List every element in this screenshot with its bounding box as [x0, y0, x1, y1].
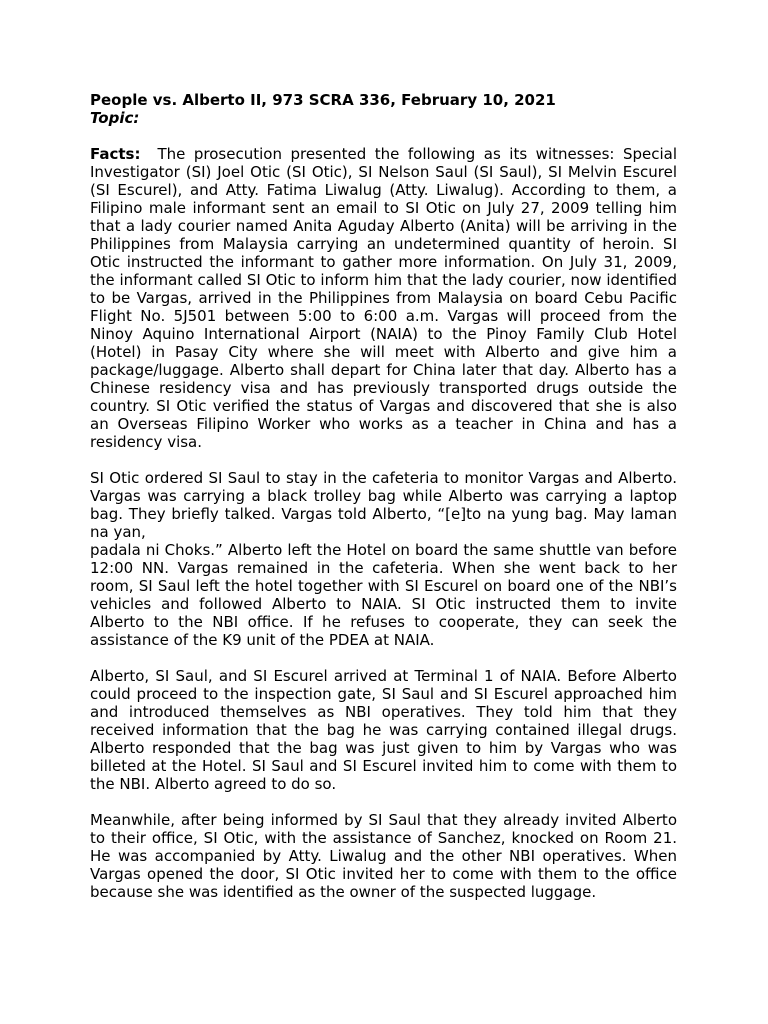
topic-label: Topic: [90, 109, 140, 127]
document-page [90, 91, 677, 901]
paragraph-cafeteria: SI Otic ordered SI Saul to stay in the cafeteria to monitor Vargas and Alberto. Vargas was carrying a black trolley bag while Alberto was carrying a laptop bag. They briefly talked. Vargas told Alberto, “[e]to na yung bag. May laman na yan, [90, 469, 677, 541]
paragraph-hotel-departure: padala ni Choks.” Alberto left the Hotel on board the same shuttle van before 12:00 NN. Vargas remained in the cafeteria. When she went back to her room, SI Saul left the hotel together with SI Escurel on board one of the NBI’s vehicles and followed Alberto to NAIA. SI Otic instructed them to invite Alberto to the NBI office. If he refuses to cooperate, they can seek the assistance of the K9 unit of the PDEA at NAIA. [90, 541, 677, 649]
spacer [90, 127, 677, 145]
facts-label: Facts: [90, 145, 141, 163]
facts-paragraph [90, 145, 677, 451]
case-title: People vs. Alberto II, 973 SCRA 336, February 10, 2021 [90, 91, 556, 109]
paragraph-naia-arrival: Alberto, SI Saul, and SI Escurel arrived at Terminal 1 of NAIA. Before Alberto could proceed to the inspection gate, SI Saul and SI Escurel approached him and introduced themselves as NBI operatives. They told him that they received information that the bag he was carrying contained illegal drugs. Alberto responded that the bag was just given to him by Vargas who was billeted at the Hotel. SI Saul and SI Escurel invited him to come with them to the NBI. Alberto agreed to do so. [90, 667, 677, 793]
paragraph-room-21: Meanwhile, after being informed by SI Saul that they already invited Alberto to their office, SI Otic, with the assistance of Sanchez, knocked on Room 21. He was accompanied by Atty. Liwalug and the other NBI operatives. When Vargas opened the door, SI Otic invited her to come with them to the office because she was identified as the owner of the suspected luggage. [90, 811, 677, 901]
facts-text: The prosecution presented the following as its witnesses: Special Investigator (SI) Joel Otic (SI Otic), SI Nelson Saul (SI Saul), SI Melvin Escurel (SI Escurel), and Atty. Fatima Liwalug (Atty. Liwalug). According to them, a Filipino male informant sent an email to SI Otic on July 27, 2009 telling him that a lady courier named Anita Aguday Alberto (Anita) will be arriving in the Philippines from Malaysia carrying an undetermined quantity of heroin. SI Otic instructed the informant to gather more information. On July 31, 2009, the informant called SI Otic to inform him that the lady courier, now identified to be Vargas, arrived in the Philippines from Malaysia on board Cebu Pacific Flight No. 5J501 between 5:00 to 6:00 a.m. Vargas will proceed from the Ninoy Aquino International Airport (NAIA) to the Pinoy Family Club Hotel (Hotel) in Pasay City where she will meet with Alberto and give him a package/luggage. Alberto shall depart for China later that day. Alberto has a Chinese residency visa and has previously transported drugs outside the country. SI Otic verified the status of Vargas and discovered that she is also an Overseas Filipino Worker who works as a teacher in China and has a residency visa. [90, 145, 677, 451]
